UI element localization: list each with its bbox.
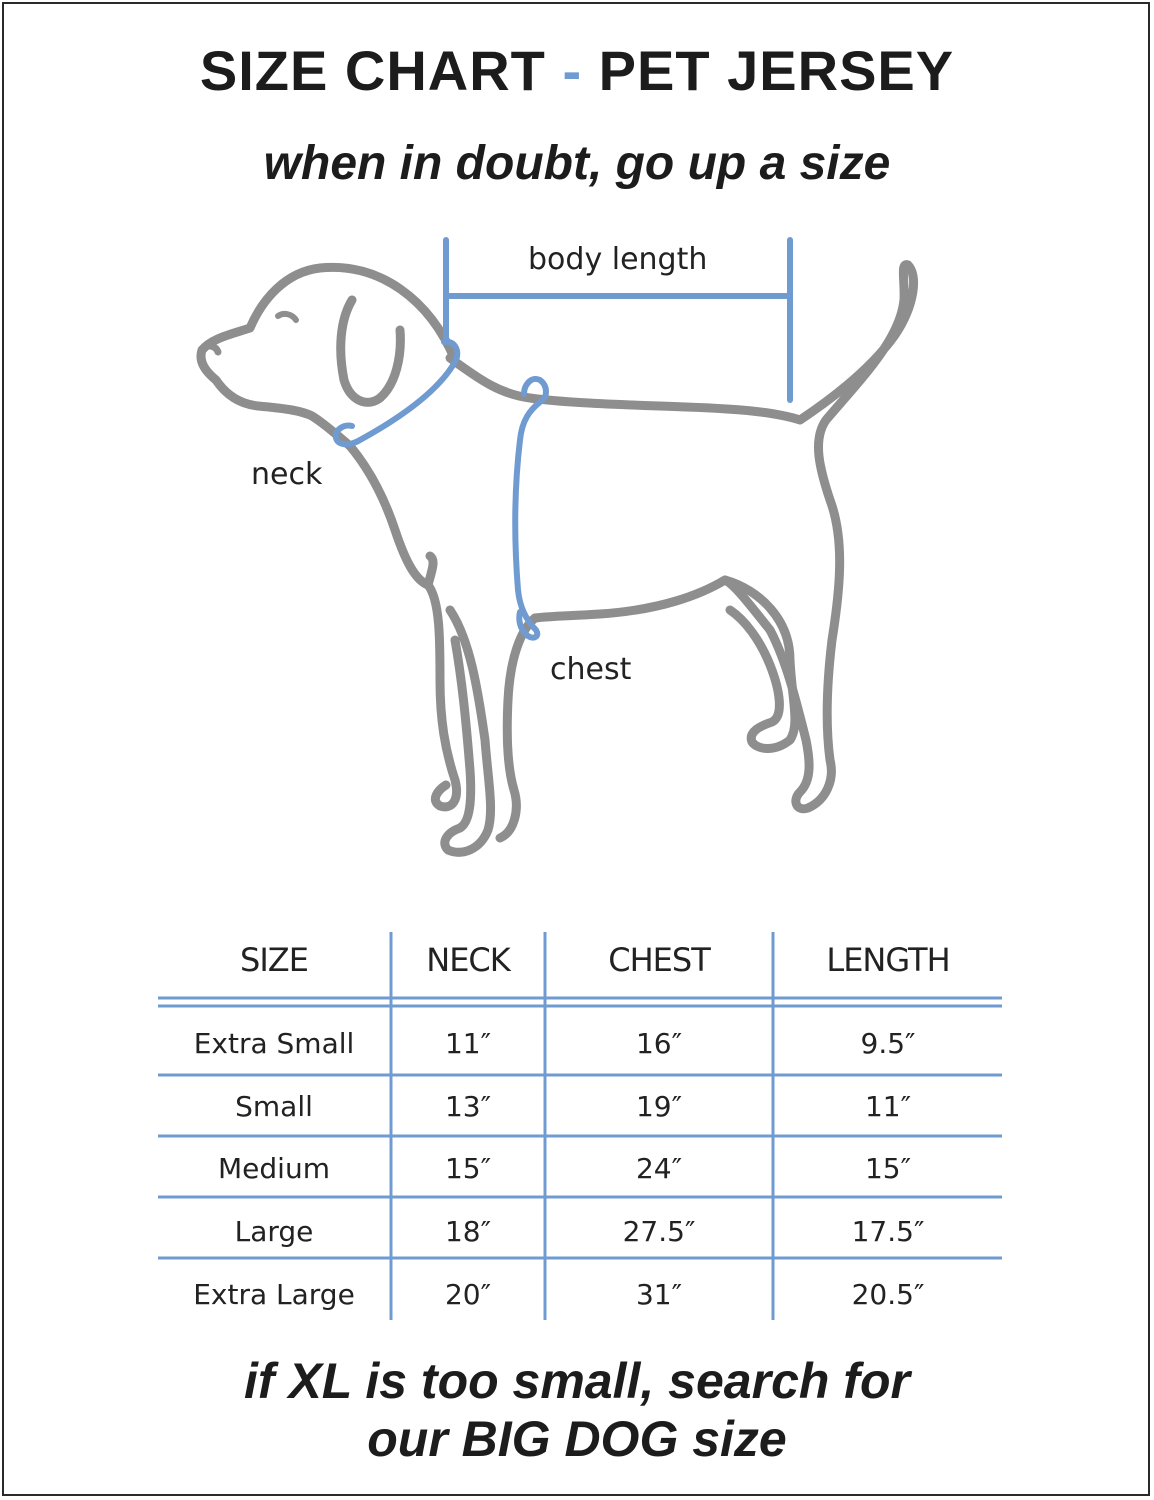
cell-size-xs: Extra Small [193,1027,355,1060]
cell-length-xs: 9.5″ [860,1027,916,1060]
dog-back-outline [450,265,914,809]
dog-head-outline [201,267,455,446]
cell-chest-xs: 16″ [635,1027,683,1060]
cell-length-xl: 20.5″ [851,1278,925,1311]
cell-length-s: 11″ [864,1090,912,1123]
cell-size-l: Large [234,1215,314,1248]
chest-label: chest [550,652,632,687]
cell-chest-m: 24″ [635,1152,683,1185]
cell-length-l: 17.5″ [851,1215,925,1248]
body-length-label: body length [528,242,708,277]
cell-neck-l: 18″ [444,1215,492,1248]
dog-ear-outline [341,300,401,402]
title-right: PET JERSEY [598,39,955,102]
cell-size-m: Medium [218,1152,330,1185]
title-left: SIZE CHART [199,39,546,102]
cell-neck-xs: 11″ [444,1027,492,1060]
header-chest: CHEST [608,941,710,979]
cell-neck-xl: 20″ [444,1278,492,1311]
cell-chest-l: 27.5″ [622,1215,696,1248]
title-separator: - [562,39,583,102]
subtitle: when in doubt, go up a size [263,137,891,190]
header-size: SIZE [240,941,308,979]
header-length: LENGTH [826,941,950,979]
chest-measure-loop [515,379,546,638]
neck-label: neck [251,457,323,492]
footer-line-2: our BIG DOG size [367,1411,787,1467]
cell-chest-xl: 31″ [635,1278,683,1311]
footer-note [0,1352,1154,1468]
header-neck: NECK [426,941,510,979]
cell-chest-s: 19″ [635,1090,683,1123]
dog-front-leg-2-outline [500,618,535,838]
dog-eye [278,314,296,320]
cell-neck-s: 13″ [444,1090,492,1123]
cell-neck-m: 15″ [444,1152,492,1185]
dog-front-outline [350,446,457,807]
cell-size-xl: Extra Large [193,1278,355,1311]
cell-length-m: 15″ [864,1152,912,1185]
footer-line-1: if XL is too small, search for [244,1353,910,1409]
cell-size-s: Small [235,1090,313,1123]
